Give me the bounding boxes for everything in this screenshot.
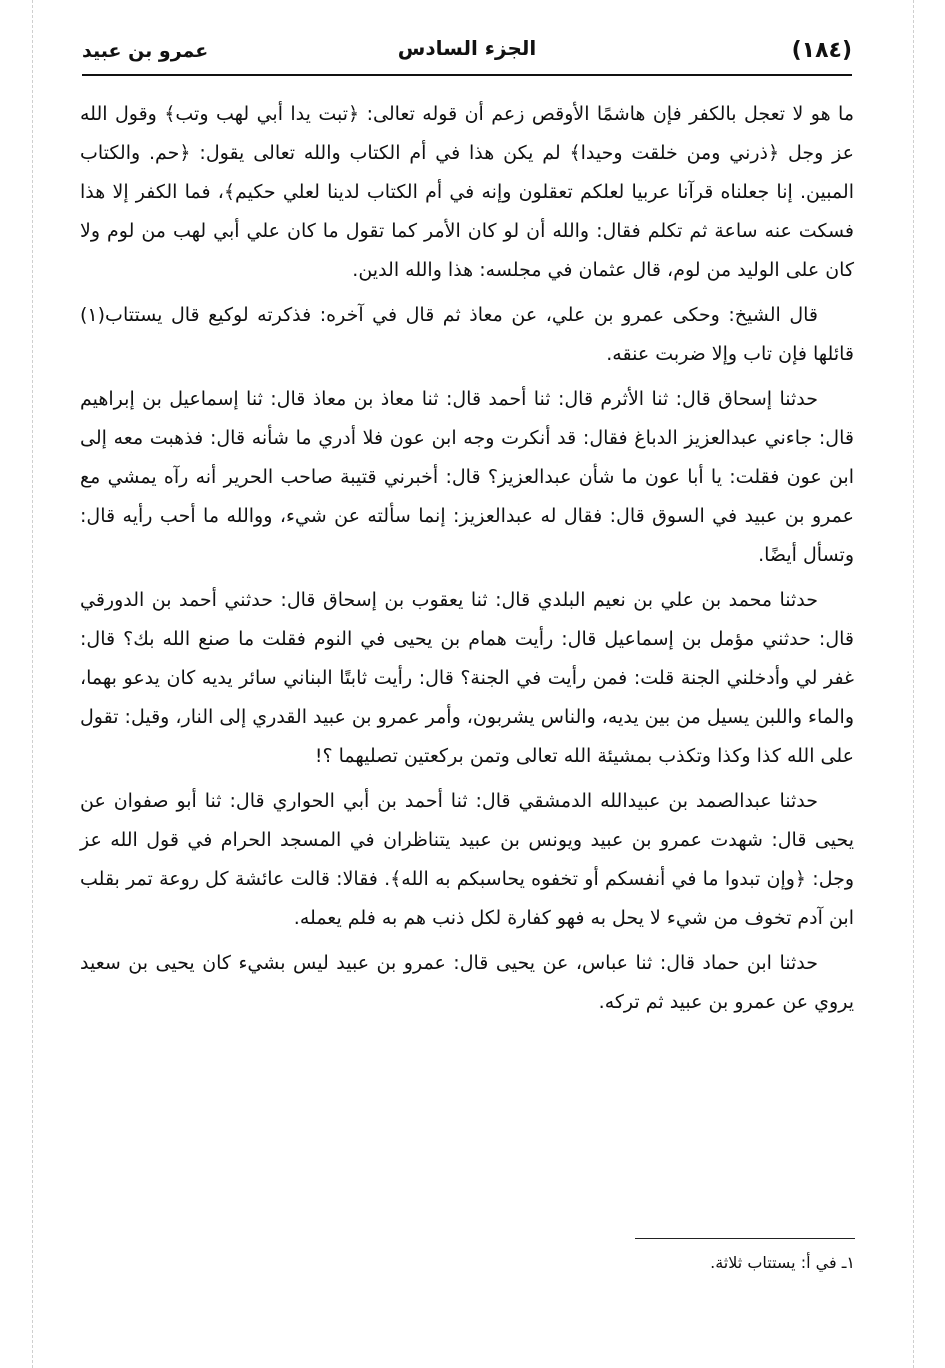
scan-margin-right xyxy=(913,0,914,1368)
footnote: ١ـ في أ: يستتاب ثلاثة. xyxy=(710,1253,855,1272)
page-header xyxy=(82,30,852,78)
paragraph: ما هو لا تعجل بالكفر فإن هاشمًا الأوقص زعم أن قوله تعالى: ﴿تبت يدا أبي لهب وتب﴾ وقول الله عز وجل ﴿ذرني ومن خلقت وحيدا﴾ لم يكن هذا في أم الكتاب والله تعالى يقول: ﴿حم. والكتاب المبين. إنا جعلناه قرآنا عربيا لعلكم تعقلون وإنه في أم الكتاب لدينا لعلي حكيم﴾، فما الكفر إلا هذا فسكت عنه ساعة ثم تكلم فقال: والله أن لو كان الأمر كما تقول ما كان علي أبي لهب من لوم ولا كان على الوليد من لوم، قال عثمان في مجلسه: هذا والله الدين. xyxy=(80,103,854,281)
part-title: الجزء السادس xyxy=(397,36,537,60)
footnote-rule xyxy=(635,1238,855,1239)
scan-margin-left xyxy=(32,0,33,1368)
header-rule xyxy=(82,74,852,76)
paragraph: حدثنا عبدالصمد بن عبيدالله الدمشقي قال: ثنا أحمد بن أبي الحواري قال: ثنا أبو صفوان عن يحيى قال: شهدت عمرو بن عبيد ويونس بن عبيد يتناظران في المسجد الحرام في قول الله عز وجل: ﴿وإن تبدوا ما في أنفسكم أو تخفوه يحاسبكم به الله﴾. فقالا: قالت عائشة كل روعة تمر بقلب ابن آدم تخوف من شيء لا يحل به فهو كفارة لكل ذنب هم به فلم يعمله. xyxy=(80,790,854,929)
paragraph: حدثنا ابن حماد قال: ثنا عباس، عن يحيى قال: عمرو بن عبيد ليس بشيء كان يحيى بن سعيد يروي عن عمرو بن عبيد ثم تركه. xyxy=(80,952,854,1013)
paragraph: حدثنا محمد بن علي بن نعيم البلدي قال: ثنا يعقوب بن إسحاق قال: حدثني أحمد بن الدورقي قال: حدثني مؤمل بن إسماعيل قال: رأيت همام بن يحيى في النوم فقلت ما صنع الله بك؟ قال: غفر لي وأدخلني الجنة قلت: فمن رأيت في الجنة؟ قال: رأيت ثابتًا البناني سائر يديه كان يدعو بهما، والماء واللبن يسيل من بين يديه، والناس يشربون، وأمر عمرو بن عبيد القدري إلى النار، وقيل: تقول على الله كذا وكذا وتكذب بمشيئة الله تعالى وتمن بركعتين تصليهما ؟! xyxy=(80,589,854,767)
body-text xyxy=(80,95,854,1028)
paragraph: قال الشيخ: وحكى عمرو بن علي، عن معاذ ثم قال في آخره: فذكرته لوكيع قال يستتاب(١) قائلها فإن تاب وإلا ضربت عنقه. xyxy=(80,304,854,365)
page-number: (١٨٤) xyxy=(791,38,852,63)
running-title: عمرو بن عبيد xyxy=(82,40,209,62)
paragraph: حدثنا إسحاق قال: ثنا الأثرم قال: ثنا أحمد قال: ثنا معاذ بن معاذ قال: ثنا إسماعيل بن إبراهيم قال: جاءني عبدالعزيز الدباغ فقال: قد أنكرت وجه ابن عون فلا أدري ما شأنه قال: فذهبت معه إلى ابن عون فقلت: يا أبا عون ما شأن عبدالعزيز؟ قال: أخبرني قتيبة صاحب الحرير أنه رآه يمشي مع عمرو بن عبيد في السوق قال: فقال له عبدالعزيز: إنما سألته عن شيء، ووالله ما أحب رأيه قال: وتسأل أيضًا. xyxy=(80,388,854,566)
